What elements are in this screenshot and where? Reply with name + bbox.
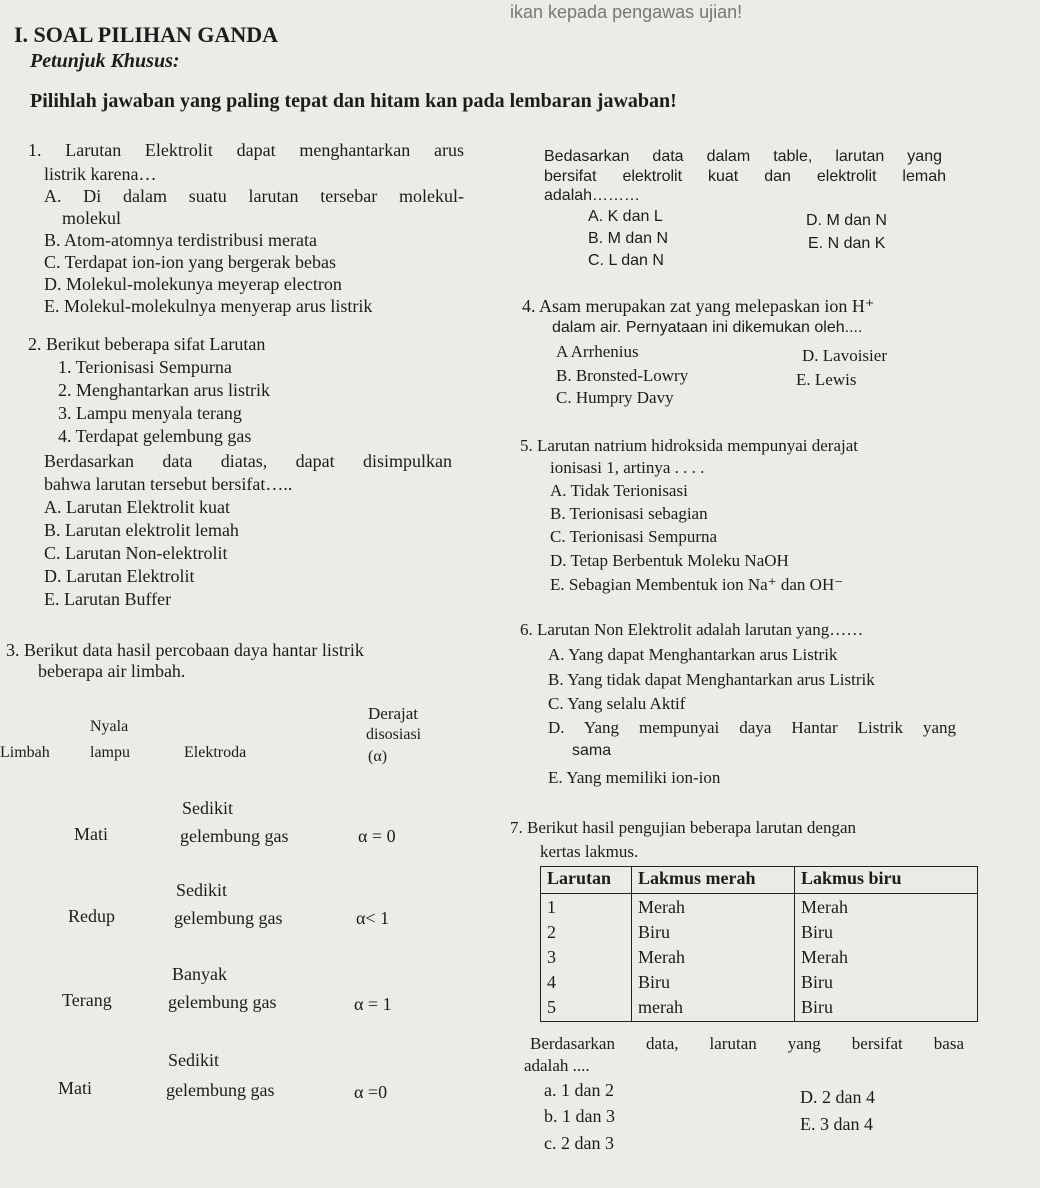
- section-title: I. SOAL PILIHAN GANDA: [14, 22, 279, 47]
- header-fragment: ikan kepada pengawas ujian!: [510, 2, 743, 22]
- q7-option-d: D. 2 dan 4: [800, 1087, 875, 1107]
- q3-row3-elektroda-gas: gelembung gas: [168, 992, 277, 1012]
- q6-option-c: C. Yang selalu Aktif: [548, 694, 686, 713]
- q3-row1-elektroda: Sedikit: [182, 798, 234, 818]
- q3-head-elektroda: Elektroda: [184, 744, 247, 761]
- q2-option-a: A. Larutan Elektrolit kuat: [44, 497, 230, 517]
- q2-item-4: 4. Terdapat gelembung gas: [58, 426, 252, 446]
- table-cell-lakmus-biru: [795, 894, 978, 1022]
- q3-row4-lampu: Mati: [58, 1078, 92, 1098]
- cell-text: 4: [547, 972, 556, 992]
- q3-row3-lampu: Terang: [62, 990, 112, 1010]
- q5-option-e: E. Sebagian Membentuk ion Na⁺ dan OH⁻: [550, 575, 844, 594]
- q7-conclusion-line1: Berdasarkan data, larutan yang bersifat basa: [530, 1034, 964, 1053]
- q3-row4-elektroda-gas: gelembung gas: [166, 1080, 275, 1100]
- qt-option-b: B. M dan N: [588, 230, 669, 247]
- cell-text: Merah: [801, 947, 848, 967]
- q3-head-alpha: (α): [368, 748, 388, 765]
- q3-row2-elektroda-gas: gelembung gas: [174, 908, 283, 928]
- table-row: [541, 894, 978, 1022]
- q7-option-b: b. 1 dan 3: [544, 1106, 615, 1126]
- q1-stem-line1: 1. Larutan Elektrolit dapat menghantarkan arus: [28, 140, 464, 160]
- q7-option-c: c. 2 dan 3: [544, 1133, 614, 1153]
- cell-text: 5: [547, 997, 556, 1017]
- cell-text: Merah: [638, 897, 685, 917]
- q7-conclusion-line2: adalah ....: [524, 1056, 590, 1075]
- q5-option-a: A. Tidak Terionisasi: [550, 481, 688, 500]
- q2-option-e: E. Larutan Buffer: [44, 589, 172, 609]
- q3-row2-elektroda: Sedikit: [176, 880, 228, 900]
- cell-text: Biru: [638, 922, 671, 942]
- q2-stem: 2. Berikut beberapa sifat Larutan: [28, 334, 266, 354]
- litmus-table: [540, 866, 978, 1022]
- q2-option-c: C. Larutan Non-elektrolit: [44, 543, 228, 563]
- q6-option-a: A. Yang dapat Menghantarkan arus Listrik: [548, 645, 838, 664]
- q6-option-b: B. Yang tidak dapat Menghantarkan arus Listrik: [548, 670, 875, 689]
- q1-option-e: E. Molekul-molekulnya menyerap arus listrik: [44, 296, 373, 316]
- q3-row1-alpha: α = 0: [358, 826, 396, 846]
- q5-option-d: D. Tetap Berbentuk Moleku NaOH: [550, 551, 789, 570]
- q4-option-c: C. Humpry Davy: [556, 388, 674, 407]
- qt-option-e: E. N dan K: [808, 235, 886, 252]
- q6-stem: 6. Larutan Non Elektrolit adalah larutan yang……: [520, 620, 864, 639]
- q3-row1-lampu: Mati: [74, 824, 108, 844]
- q3-row3-alpha: α = 1: [354, 994, 392, 1014]
- qt-option-d: D. M dan N: [806, 212, 887, 229]
- q3-row2-alpha: α< 1: [356, 908, 390, 928]
- cell-text: 2: [547, 922, 556, 942]
- q6-option-d: D. Yang mempunyai daya Hantar Listrik yang: [548, 718, 956, 737]
- q3-stem-line2: beberapa air limbah.: [38, 661, 186, 681]
- q4-option-b: B. Bronsted-Lowry: [556, 366, 689, 385]
- q3-head-limbah: Limbah: [0, 744, 50, 761]
- q2-item-2: 2. Menghantarkan arus listrik: [58, 380, 270, 400]
- q3-head-nyala: Nyala: [90, 718, 129, 735]
- q2-conclusion-line1: Berdasarkan data diatas, dapat disimpulkan: [44, 451, 452, 471]
- qt-line1: Bedasarkan data dalam table, larutan yang: [544, 148, 942, 165]
- q4-option-d: D. Lavoisier: [802, 346, 887, 365]
- q5-option-b: B. Terionisasi sebagian: [550, 504, 708, 523]
- instructions-text: Pilihlah jawaban yang paling tepat dan hitam kan pada lembaran jawaban!: [30, 90, 677, 112]
- q3-head-derajat: Derajat: [368, 704, 419, 723]
- q2-option-b: B. Larutan elektrolit lemah: [44, 520, 239, 540]
- q4-stem-line2: dalam air. Pernyataan ini dikemukan oleh....: [552, 319, 863, 336]
- q6-option-e: E. Yang memiliki ion-ion: [548, 768, 721, 787]
- q1-option-b: B. Atom-atomnya terdistribusi merata: [44, 230, 317, 250]
- q5-stem-line2: ionisasi 1, artinya . . . .: [550, 458, 705, 477]
- q7-stem-line1: 7. Berikut hasil pengujian beberapa larutan dengan: [510, 818, 857, 837]
- q2-item-3: 3. Lampu menyala terang: [58, 403, 242, 423]
- q4-option-e: E. Lewis: [796, 370, 857, 389]
- q3-row4-alpha: α =0: [354, 1082, 388, 1102]
- cell-text: Biru: [801, 997, 834, 1017]
- q7-option-e: E. 3 dan 4: [800, 1114, 873, 1134]
- table-header: Lakmus merah: [632, 867, 795, 894]
- q3-row4-elektroda: Sedikit: [168, 1050, 220, 1070]
- cell-text: 3: [547, 947, 556, 967]
- qt-line3: adalah………: [544, 187, 641, 204]
- table-header: Lakmus biru: [795, 867, 978, 894]
- q1-option-a-cont: molekul: [62, 208, 121, 228]
- q6-option-d-cont: sama: [572, 742, 612, 759]
- cell-text: Biru: [801, 922, 834, 942]
- cell-text: Biru: [801, 972, 834, 992]
- cell-text: Biru: [638, 972, 671, 992]
- q7-stem-line2: kertas lakmus.: [540, 842, 639, 861]
- q3-head-lampu: lampu: [90, 744, 130, 761]
- q3-row3-elektroda: Banyak: [172, 964, 227, 984]
- q2-conclusion-line2: bahwa larutan tersebut bersifat…..: [44, 474, 293, 494]
- q7-option-a: a. 1 dan 2: [544, 1080, 614, 1100]
- q4-option-a: A Arrhenius: [556, 342, 639, 361]
- q3-row1-elektroda-gas: gelembung gas: [180, 826, 289, 846]
- cell-text: merah: [638, 997, 683, 1017]
- q2-option-d: D. Larutan Elektrolit: [44, 566, 195, 586]
- q2-item-1: 1. Terionisasi Sempurna: [58, 357, 232, 377]
- q3-row2-lampu: Redup: [68, 906, 115, 926]
- q5-option-c: C. Terionisasi Sempurna: [550, 527, 718, 546]
- q4-stem-line1: 4. Asam merupakan zat yang melepaskan ion H⁺: [522, 296, 875, 316]
- cell-text: 1: [547, 897, 556, 917]
- q5-stem-line1: 5. Larutan natrium hidroksida mempunyai derajat: [520, 436, 859, 455]
- instructions-label: Petunjuk Khusus:: [30, 50, 180, 72]
- q3-stem-line1: 3. Berikut data hasil percobaan daya hantar listrik: [6, 640, 364, 660]
- cell-text: Merah: [638, 947, 685, 967]
- table-header-row: [541, 867, 978, 894]
- qt-option-a: A. K dan L: [588, 208, 663, 225]
- table-cell-lakmus-merah: [632, 894, 795, 1022]
- q1-option-d: D. Molekul-molekunya meyerap electron: [44, 274, 342, 294]
- qt-option-c: C. L dan N: [588, 252, 664, 269]
- qt-line2: bersifat elektrolit kuat dan elektrolit lemah: [544, 168, 946, 185]
- q1-stem-line2: listrik karena…: [44, 164, 157, 184]
- q1-option-c: C. Terdapat ion-ion yang bergerak bebas: [44, 252, 336, 272]
- q1-option-a: A. Di dalam suatu larutan tersebar molekul-: [44, 186, 464, 206]
- table-cell-larutan: [541, 894, 632, 1022]
- cell-text: Merah: [801, 897, 848, 917]
- q3-head-disosiasi: disosiasi: [366, 726, 422, 743]
- table-header: Larutan: [541, 867, 632, 894]
